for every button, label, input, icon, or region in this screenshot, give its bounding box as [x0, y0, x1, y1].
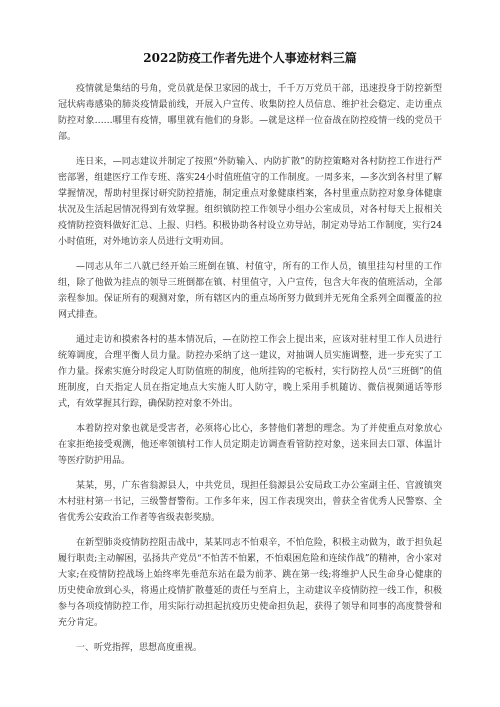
paragraph-care: 本着防控对象也就是受害者，必须将心比心，多替他们著想的理念。为了并使重点对象放心在家拒绝接受观测，他还率领镇村工作人员定期走访调查看管防控对象，送来回去口罩、体温计等医疗防护用品。 — [58, 424, 442, 466]
paragraph-intro: 疫情就是集结的号角，党员就是保卫家园的战士，千千万万党员干部，迅速投身于防控新型冠状病毒感染的肺炎疫情最前线，开展入户宣传、收集防控人员信息、维护社会稳定、走访重点防控对象……哪里有疫情，哪里就有他们的身影。—就是这样一位奋战在防控疫情一线的党员干部。 — [58, 84, 442, 142]
paragraph-section-heading: 一、听党指挥，思想高度重视。 — [76, 643, 203, 653]
document-title: 2022防疫工作者先进个人事迹材料三篇 — [143, 51, 357, 65]
paragraph-profile: 某某，男，广东省翁源县人，中共党员，现担任翁源县公安局政工办公室副主任、官渡镇突木村驻村第一书记，三级警督警衔。工作多年来，因工作表现突出，曾获全省优秀人民警察、全省优秀公安政治工作者等省级表彰奖励。 — [58, 481, 442, 523]
paragraph-coordination: 通过走访和摸索各村的基本情况后，—在防控工作会上提出来，应该对驻村里工作人员进行统筹调度，合理平衡人员力量。防控办采纳了这一建议，对抽调人员实施调整，进一步充实了工作力量。探索实施分时段定人盯防值班的制度，他所挂钩的宅板村，实行防控人员“三班倒”的值班制度，白天指定人员在指定地点大实施人盯人防守，晚上采用手机随访、微信视频通话等形式，有效掌握其行踪，确保防控对象不外出。 — [58, 335, 442, 409]
paragraph-deeds: 在新型肺炎疫情防控阻击战中，某某同志不怕艰辛，不怕危险，积极主动做为，敢于担负起履行职责;主动解困，弘扬共产党员“不怕苦不怕累，不怕艰困危险和连续作战”的精神，舍小家对大家;在疫情防控战场上始终率先垂范东站在最为前茅、跳在第一线;将维护人民生命身心健康的历史使命放到心头，将遏止疫情扩散蔓延的责任与至肩上，主动建议辛疫情防控一线工作，积极参与各项疫情防控工作，用实际行动担起抗疫历史使命担负起，获得了领导和同事的高度赞誉和充分肯定。 — [58, 538, 442, 628]
paragraph-deployment: 连日来，—同志建议并制定了按照“外防输入、内防扩散”的防控策略对各村防控工作进行严密部署，组建医疗工作专班、落实24小时值班值守的工作制度。一周多来，—多次到各村里了解掌握情况，帮助村里探讨研究防控措施，制定重点对象健康档案，各村里重点防控对象身体健康状况及生活起居情况得到有效掌握。组织镇防控工作领导小组办公室成员，对各村每天上报相关疫情防控资料做好汇总、上报、归档。积极协助各村设立劝导站，制定劝导站工作制度，实行24小时值班，对外地访亲人员进行文明劝回。 — [58, 157, 442, 247]
paragraph-shifts: —同志从年二八就已经开始三班倒在镇、村值守，所有的工作人员，镇里挂勾村里的工作组，除了他做为挂点的领导三班倒都在镇、村里值守，入户宣传，包含大年夜的值班活动，全部亲程参加。保证所有的观测对象，所有辖区内的重点场所努力做到并无死角全系列全面覆盖的拉网式排查。 — [58, 262, 442, 320]
